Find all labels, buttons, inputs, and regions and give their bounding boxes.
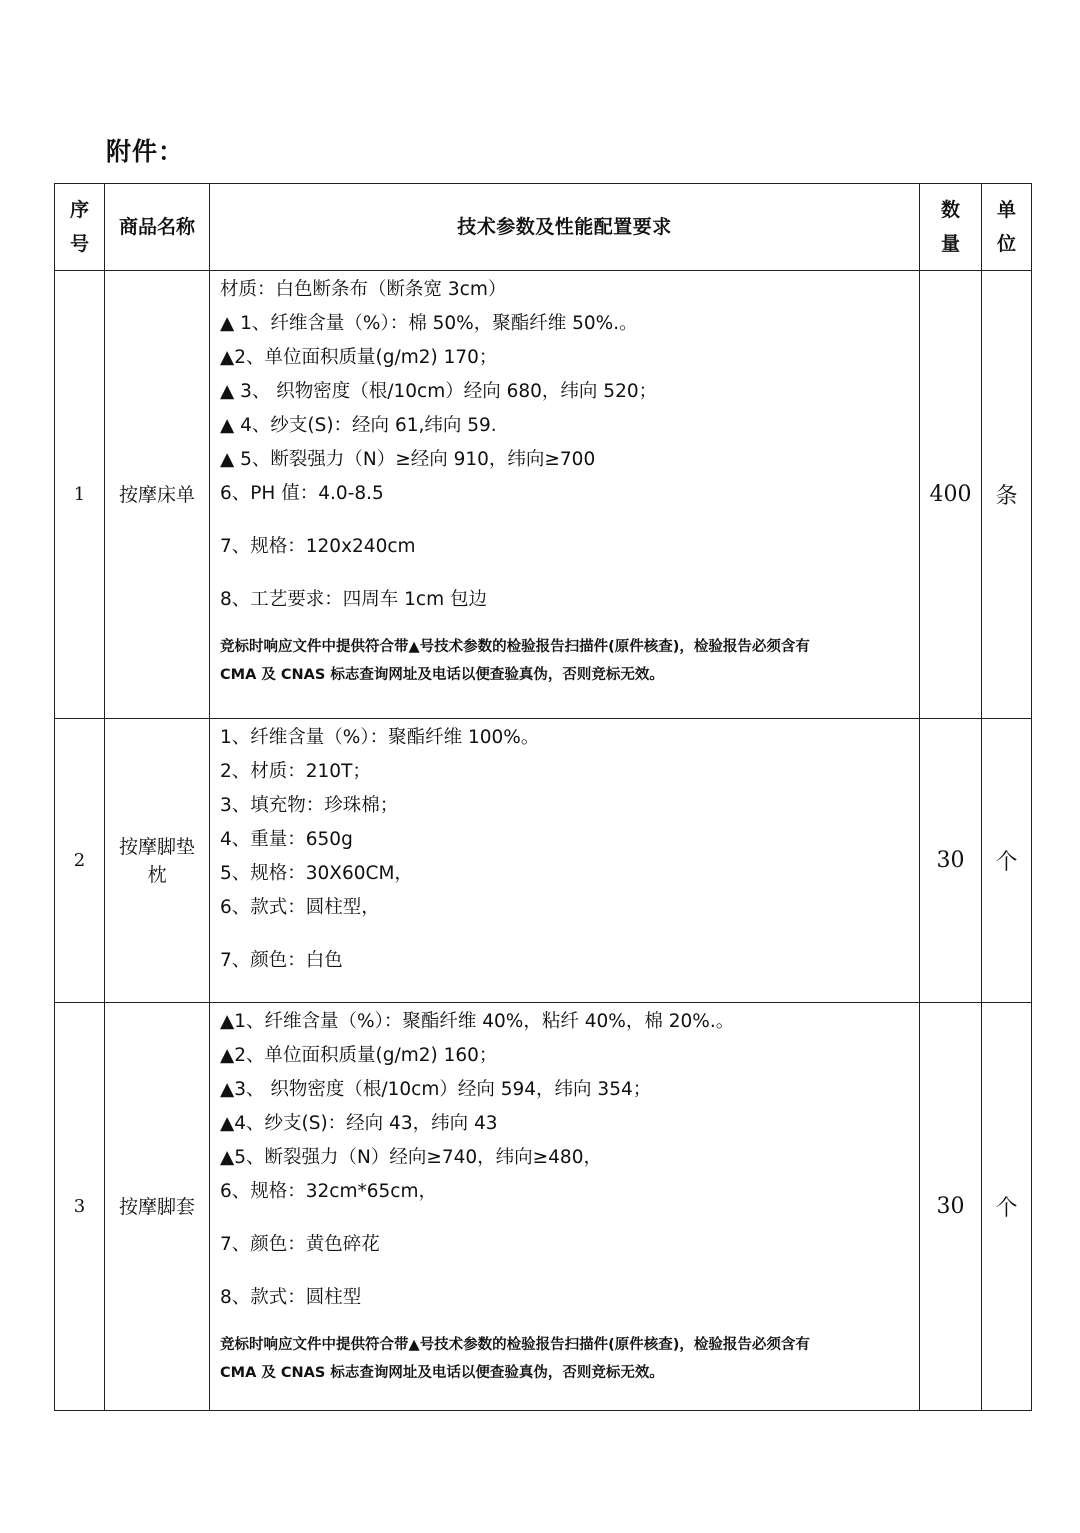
inspection-note-line: CMA 及 CNAS 标志查询网址及电话以便查验真伪，否则竞标无效。 [220,667,664,683]
spec-line: ▲1、纤维含量（%）：聚酯纤维 40%，粘纤 40%，棉 20%.。 [220,1011,735,1032]
spec-cell [210,719,920,1003]
inspection-note-line: 竞标时响应文件中提供符合带▲号技术参数的检验报告扫描件(原件核查)，检验报告必须含有 [220,1337,810,1353]
spec-line: 8、工艺要求：四周车 1cm 包边 [220,589,487,610]
spec-cell [210,271,920,719]
header-name: 商品名称 [105,184,210,271]
spec-line: 1、纤维含量（%）：聚酯纤维 100%。 [220,727,540,748]
row-index: 3 [55,1003,105,1411]
unit: 条 [982,271,1032,719]
product-name: 按摩脚套 [105,1003,210,1411]
header-index: 序号 [55,184,105,271]
spec-line: 5、规格：30X60CM， [220,863,413,884]
spec-line: ▲5、断裂强力（N）经向≥740，纬向≥480， [220,1147,602,1168]
inspection-note-line: CMA 及 CNAS 标志查询网址及电话以便查验真伪，否则竞标无效。 [220,1365,664,1381]
page-heading: 附件： [106,137,185,166]
spec-line: 材质：白色断条布（断条宽 3cm） [220,279,507,300]
quantity: 400 [920,271,982,719]
product-name: 按摩床单 [105,271,210,719]
spec-line: 7、颜色：黄色碎花 [220,1234,380,1255]
table-row [55,271,1032,719]
spec-line: 6、PH 值：4.0-8.5 [220,483,384,504]
header-params: 技术参数及性能配置要求 [210,184,920,271]
spec-line: 3、填充物：珍珠棉； [220,795,399,816]
inspection-note [220,1331,911,1387]
spec-line: 8、款式：圆柱型 [220,1287,362,1308]
spec-line: 2、材质：210T； [220,761,371,782]
spec-line: ▲2、单位面积质量(g/m2) 170； [220,347,498,368]
spec-cell [210,1003,920,1411]
header-unit: 单位 [982,184,1032,271]
table-header-row [55,184,1032,271]
unit: 个 [982,1003,1032,1411]
spec-table [54,183,1032,1411]
row-index: 2 [55,719,105,1003]
spec-line: ▲2、单位面积质量(g/m2) 160； [220,1045,498,1066]
spec-line: 7、颜色：白色 [220,950,343,971]
spec-line: ▲ 4、纱支(S)：经向 61,纬向 59. [220,415,497,436]
quantity: 30 [920,1003,982,1411]
table-row [55,719,1032,1003]
spec-line: ▲ 5、断裂强力（N）≥经向 910，纬向≥700 [220,449,596,470]
product-name: 按摩脚垫枕 [105,719,210,1003]
inspection-note-line: 竞标时响应文件中提供符合带▲号技术参数的检验报告扫描件(原件核查)，检验报告必须含有 [220,639,810,655]
header-qty: 数量 [920,184,982,271]
spec-line: ▲3、 织物密度（根/10cm）经向 594，纬向 354； [220,1079,652,1100]
spec-line: ▲ 3、 织物密度（根/10cm）经向 680，纬向 520； [220,381,658,402]
spec-line: 6、规格：32cm*65cm， [220,1181,437,1202]
row-index: 1 [55,271,105,719]
spec-line: ▲ 1、纤维含量（%）：棉 50%，聚酯纤维 50%.。 [220,313,638,334]
spec-line: ▲4、纱支(S)：经向 43，纬向 43 [220,1113,498,1134]
spec-line: 6、款式：圆柱型， [220,897,380,918]
spec-line: 4、重量：650g [220,829,353,850]
unit: 个 [982,719,1032,1003]
table-row [55,1003,1032,1411]
inspection-note [220,633,911,689]
spec-line: 7、规格：120x240cm [220,536,416,557]
quantity: 30 [920,719,982,1003]
